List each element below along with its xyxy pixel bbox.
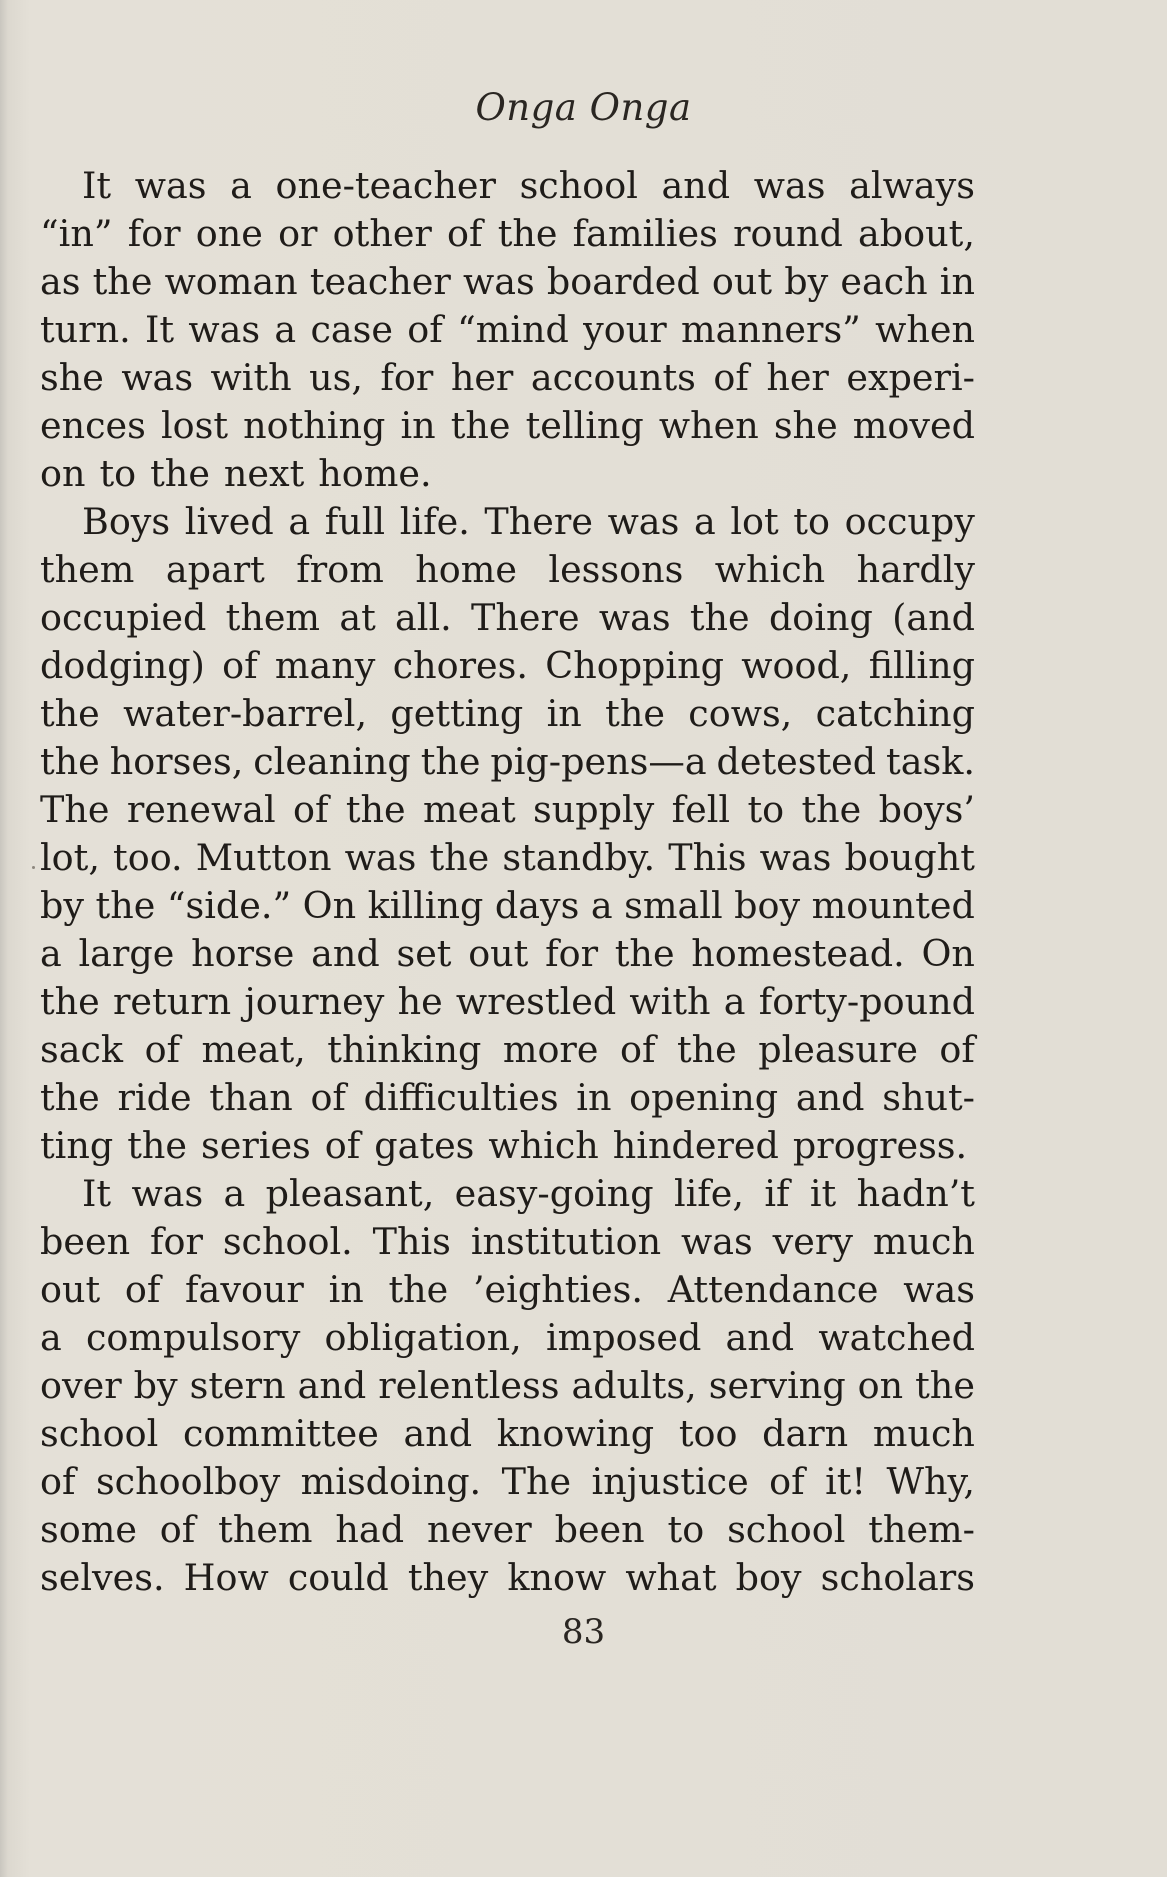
- word: in: [576, 1076, 612, 1119]
- word: scholars: [820, 1556, 975, 1599]
- word: very: [772, 1220, 853, 1263]
- word: selves.: [40, 1556, 165, 1599]
- word: large: [78, 932, 175, 975]
- word: the: [689, 596, 750, 639]
- body-text: [40, 162, 975, 1602]
- word: It: [82, 164, 112, 207]
- word: renewal: [126, 788, 276, 831]
- text-line: [40, 546, 975, 594]
- word: of: [939, 1028, 975, 1071]
- word: of: [769, 1460, 805, 1503]
- word: a: [40, 1316, 62, 1359]
- word: lived: [184, 500, 274, 543]
- word: out: [40, 1268, 101, 1311]
- word: a: [274, 308, 297, 351]
- word: boy: [735, 1556, 802, 1599]
- word: the: [95, 884, 156, 927]
- word: and: [725, 1316, 795, 1359]
- word: some: [40, 1508, 137, 1551]
- word: of: [222, 644, 258, 687]
- word: progress.: [792, 1124, 968, 1167]
- word: Boys: [82, 500, 171, 543]
- word: knowing: [496, 1412, 655, 1455]
- word: was: [903, 1268, 975, 1311]
- word: in: [939, 260, 975, 303]
- word: shut-: [882, 1076, 975, 1119]
- word: the: [388, 1268, 449, 1311]
- word: the: [605, 692, 665, 735]
- text-line: [40, 450, 975, 498]
- word: them: [218, 1508, 313, 1551]
- word: was: [188, 308, 261, 351]
- word: to: [99, 452, 137, 495]
- word: horses,: [109, 740, 244, 783]
- word: case: [310, 308, 394, 351]
- word: There: [471, 596, 580, 639]
- text-line: [40, 258, 975, 306]
- word: in: [546, 692, 582, 735]
- text-line: [40, 1170, 975, 1218]
- word: the: [915, 1364, 975, 1407]
- word: which: [488, 1124, 599, 1167]
- word: too.: [113, 836, 183, 879]
- word: her: [450, 356, 514, 399]
- text-line: [40, 1218, 975, 1266]
- text-line: [40, 210, 975, 258]
- word: dodging): [40, 644, 205, 687]
- text-line: [40, 1266, 975, 1314]
- word: cows,: [688, 692, 793, 735]
- word: woman: [164, 260, 298, 303]
- word: obligation,: [324, 1316, 522, 1359]
- word: On: [921, 932, 975, 975]
- word: Why,: [886, 1460, 975, 1503]
- word: a: [723, 980, 746, 1023]
- word: supply: [533, 788, 655, 831]
- word: families: [572, 212, 718, 255]
- word: in: [328, 1268, 364, 1311]
- word: “mind: [457, 308, 569, 351]
- word: each: [840, 260, 928, 303]
- word: on: [40, 452, 86, 495]
- text-line: [40, 1122, 975, 1170]
- word: thinking: [327, 1028, 482, 1071]
- word: chores.: [392, 644, 528, 687]
- word: was: [344, 836, 417, 879]
- word: boarded: [546, 260, 700, 303]
- word: the: [40, 980, 100, 1023]
- word: pig-pens—a: [490, 740, 707, 783]
- word: been: [554, 1508, 645, 1551]
- word: ting: [40, 1124, 114, 1167]
- word: and: [403, 1412, 473, 1455]
- word: bought: [844, 836, 975, 879]
- text-line: [40, 306, 975, 354]
- word: of: [40, 1460, 76, 1503]
- word: of: [407, 308, 443, 351]
- word: pleasure: [758, 1028, 918, 1071]
- word: for: [545, 932, 599, 975]
- word: was: [607, 500, 680, 543]
- word: of: [124, 1268, 161, 1311]
- word: too: [678, 1412, 738, 1455]
- word: boys’: [878, 788, 975, 831]
- word: she: [773, 404, 838, 447]
- word: set: [396, 932, 452, 975]
- word: the: [127, 1124, 187, 1167]
- word: manners”: [681, 308, 861, 351]
- word: life,: [673, 1172, 744, 1215]
- word: lot: [730, 500, 779, 543]
- word: a: [693, 500, 716, 543]
- word: stern: [189, 1364, 286, 1407]
- text-line: [40, 1026, 975, 1074]
- word: when: [875, 308, 975, 351]
- word: misdoing.: [300, 1460, 482, 1503]
- word: for: [127, 212, 181, 255]
- word: by: [40, 884, 84, 927]
- text-line: [40, 738, 975, 786]
- word: with: [629, 980, 711, 1023]
- word: what: [625, 1556, 717, 1599]
- word: many: [274, 644, 376, 687]
- word: over: [40, 1364, 122, 1407]
- word: hadn’t: [856, 1172, 975, 1215]
- word: one: [195, 212, 263, 255]
- word: horse: [191, 932, 295, 975]
- running-head: Onga Onga: [475, 86, 692, 129]
- word: a: [288, 500, 311, 543]
- word: teacher: [309, 260, 451, 303]
- text-line: [40, 1554, 975, 1602]
- word: know: [507, 1556, 607, 1599]
- word: meat: [423, 788, 516, 831]
- word: This: [372, 1220, 451, 1263]
- word: much: [872, 1412, 975, 1455]
- word: institution: [470, 1220, 662, 1263]
- word: them-: [868, 1508, 975, 1551]
- text-line: [40, 402, 975, 450]
- word: had: [335, 1508, 405, 1551]
- word: the: [150, 452, 210, 495]
- word: the: [345, 788, 406, 831]
- word: gates: [374, 1124, 475, 1167]
- word: wrestled: [455, 980, 617, 1023]
- word: and: [297, 1364, 367, 1407]
- word: at: [339, 596, 376, 639]
- word: of: [293, 788, 329, 831]
- word: filling: [868, 644, 975, 687]
- word: was: [121, 356, 194, 399]
- word: and: [661, 164, 731, 207]
- word: apart: [165, 548, 265, 591]
- word: It: [82, 1172, 112, 1215]
- word: favour: [185, 1268, 304, 1311]
- word: Attendance: [667, 1268, 879, 1311]
- word: getting: [390, 692, 524, 735]
- word: lost: [160, 404, 229, 447]
- word: lessons: [548, 548, 684, 591]
- word: the: [429, 836, 490, 879]
- word: opening: [629, 1076, 779, 1119]
- word: killing: [367, 884, 484, 927]
- word: out: [468, 932, 529, 975]
- word: injustice: [591, 1460, 749, 1503]
- word: pleasant,: [265, 1172, 435, 1215]
- word: the: [614, 932, 675, 975]
- word: easy-going: [454, 1172, 654, 1215]
- word: out: [711, 260, 773, 303]
- word: ences: [40, 404, 146, 447]
- word: it: [809, 1172, 837, 1215]
- word: imposed: [545, 1316, 702, 1359]
- word: the: [40, 692, 100, 735]
- paper-speck: [32, 866, 35, 869]
- word: school: [40, 1412, 159, 1455]
- text-line: [40, 354, 975, 402]
- word: and: [311, 932, 380, 975]
- text-line: [40, 834, 975, 882]
- word: which: [714, 548, 826, 591]
- word: a: [590, 884, 613, 927]
- word: series: [201, 1124, 311, 1167]
- word: ’eighties.: [472, 1268, 643, 1311]
- word: accounts: [530, 356, 696, 399]
- word: sack: [40, 1028, 124, 1071]
- word: with: [210, 356, 292, 399]
- word: fell: [671, 788, 731, 831]
- word: The: [40, 788, 110, 831]
- word: the: [801, 788, 862, 831]
- word: nothing: [243, 404, 386, 447]
- word: the: [40, 1076, 100, 1119]
- word: mounted: [811, 884, 975, 927]
- word: a: [223, 1172, 246, 1215]
- word: school.: [222, 1220, 353, 1263]
- word: wood,: [741, 644, 852, 687]
- word: “in”: [40, 212, 113, 255]
- word: catching: [815, 692, 975, 735]
- word: much: [872, 1220, 975, 1263]
- word: the: [497, 212, 558, 255]
- page-number: 83: [561, 1612, 606, 1652]
- word: been: [40, 1220, 131, 1263]
- word: journey: [244, 980, 385, 1023]
- word: was: [759, 836, 832, 879]
- word: schoolboy: [95, 1460, 281, 1503]
- word: relentless: [378, 1364, 560, 1407]
- word: experi-: [846, 356, 975, 399]
- text-line: [40, 1314, 975, 1362]
- word: cleaning: [253, 740, 411, 783]
- word: the: [676, 1028, 737, 1071]
- word: occupied: [40, 596, 207, 639]
- word: was: [131, 1172, 204, 1215]
- word: she: [40, 356, 104, 399]
- word: other: [332, 212, 432, 255]
- text-line: [40, 1074, 975, 1122]
- word: for: [380, 356, 434, 399]
- word: home: [415, 548, 517, 591]
- word: the: [450, 404, 511, 447]
- word: was: [134, 164, 207, 207]
- word: school: [519, 164, 638, 207]
- word: of: [447, 212, 483, 255]
- word: home.: [318, 452, 432, 495]
- word: in: [400, 404, 436, 447]
- word: turn.: [40, 308, 131, 351]
- word: of: [310, 1076, 346, 1119]
- word: by: [133, 1364, 178, 1407]
- word: as: [40, 260, 81, 303]
- word: lot,: [40, 836, 100, 879]
- word: of: [159, 1508, 196, 1551]
- text-line: [40, 594, 975, 642]
- word: detested: [716, 740, 877, 783]
- text-line: [40, 786, 975, 834]
- text-line: [40, 642, 975, 690]
- word: next: [223, 452, 305, 495]
- word: the: [40, 740, 100, 783]
- word: one-teacher: [275, 164, 496, 207]
- word: small: [624, 884, 723, 927]
- word: days: [494, 884, 580, 927]
- word: difficulties: [363, 1076, 559, 1119]
- word: always: [849, 164, 975, 207]
- word: more: [502, 1028, 599, 1071]
- word: was: [753, 164, 826, 207]
- word: Chopping: [545, 644, 724, 687]
- text-line: [40, 882, 975, 930]
- word: telling: [525, 404, 644, 447]
- word: of: [713, 356, 749, 399]
- word: boy: [734, 884, 801, 927]
- word: serving: [708, 1364, 846, 1407]
- word: homestead.: [691, 932, 905, 975]
- word: when: [658, 404, 759, 447]
- word: The: [501, 1460, 572, 1503]
- word: by: [784, 260, 829, 303]
- word: It: [145, 308, 175, 351]
- word: of: [619, 1028, 656, 1071]
- word: return: [112, 980, 232, 1023]
- word: round: [733, 212, 843, 255]
- word: committee: [182, 1412, 379, 1455]
- word: to: [793, 500, 830, 543]
- text-line: [40, 162, 975, 210]
- word: from: [296, 548, 384, 591]
- word: for: [149, 1220, 203, 1263]
- word: could: [287, 1556, 389, 1599]
- word: your: [583, 308, 667, 351]
- text-line: [40, 498, 975, 546]
- word: of: [144, 1028, 181, 1071]
- word: standby.: [502, 836, 656, 879]
- word: the: [420, 740, 481, 783]
- word: water-barrel,: [123, 692, 368, 735]
- word: There: [484, 500, 593, 543]
- text-line: [40, 1362, 975, 1410]
- word: forty-pound: [758, 980, 975, 1023]
- word: them: [225, 596, 321, 639]
- word: they: [407, 1556, 489, 1599]
- word: to: [667, 1508, 705, 1551]
- word: life.: [399, 500, 470, 543]
- word: was: [462, 260, 535, 303]
- word: meat,: [201, 1028, 306, 1071]
- word: On: [302, 884, 357, 927]
- word: the: [92, 260, 153, 303]
- word: How: [183, 1556, 269, 1599]
- text-line: [40, 1506, 975, 1554]
- word: doing: [768, 596, 873, 639]
- word: never: [426, 1508, 532, 1551]
- word: us,: [309, 356, 363, 399]
- word: compulsory: [85, 1316, 301, 1359]
- word: it!: [825, 1460, 867, 1503]
- word: a: [40, 932, 62, 975]
- word: (and: [892, 596, 975, 639]
- word: about,: [858, 212, 975, 255]
- text-line: [40, 978, 975, 1026]
- word: This: [668, 836, 747, 879]
- word: “side.”: [166, 884, 292, 927]
- word: occupy: [844, 500, 975, 543]
- word: and: [795, 1076, 865, 1119]
- word: was: [598, 596, 671, 639]
- word: full: [324, 500, 386, 543]
- word: hardly: [856, 548, 975, 591]
- text-line: [40, 1458, 975, 1506]
- word: her: [766, 356, 829, 399]
- word: was: [681, 1220, 753, 1263]
- word: adults,: [571, 1364, 697, 1407]
- word: to: [747, 788, 785, 831]
- text-line: [40, 690, 975, 738]
- word: hindered: [612, 1124, 779, 1167]
- word: he: [397, 980, 443, 1023]
- word: task.: [886, 740, 975, 783]
- word: them: [40, 548, 135, 591]
- word: ride: [117, 1076, 192, 1119]
- word: if: [764, 1172, 790, 1215]
- word: a: [230, 164, 252, 207]
- word: all.: [395, 596, 452, 639]
- word: on: [857, 1364, 904, 1407]
- word: watched: [818, 1316, 975, 1359]
- word: moved: [852, 404, 975, 447]
- text-line: [40, 930, 975, 978]
- word: of: [324, 1124, 361, 1167]
- word: school: [727, 1508, 846, 1551]
- word: or: [278, 212, 318, 255]
- word: Mutton: [195, 836, 332, 879]
- word: darn: [762, 1412, 849, 1455]
- word: than: [209, 1076, 293, 1119]
- text-line: [40, 1410, 975, 1458]
